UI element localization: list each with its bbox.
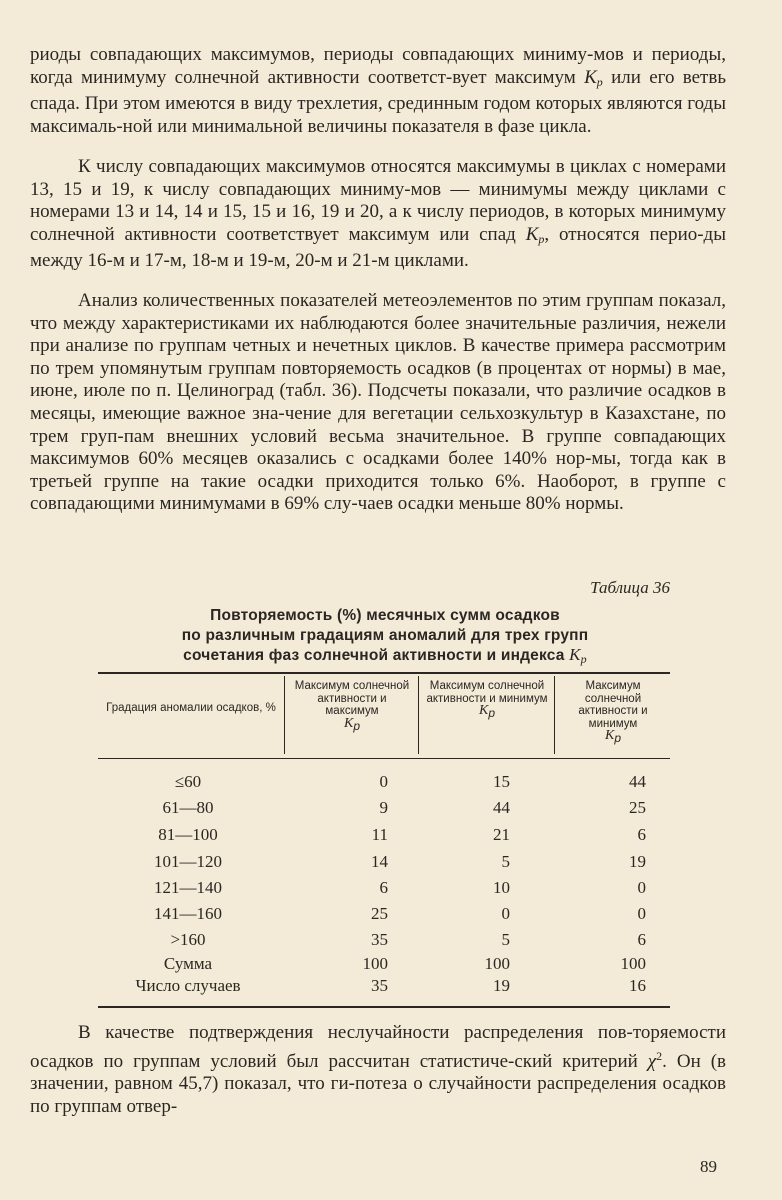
row-value: 0 (501, 904, 510, 923)
header-max-min-2-text: Максимум солнечной активности и минимум (578, 680, 648, 730)
kp-subscript: p (538, 231, 545, 246)
row-gradation: 61—80 (162, 798, 214, 817)
header-bottom-rule (98, 758, 670, 759)
table-row (98, 852, 670, 878)
table-row (98, 798, 670, 824)
header-divider (284, 676, 285, 754)
row-value: 16 (629, 976, 646, 995)
row-value: 6 (379, 878, 388, 897)
caption-line-3-text: сочетания фаз солнечной активности и индекса (183, 647, 570, 664)
row-value: 0 (379, 772, 388, 791)
row-value: 6 (637, 930, 646, 949)
table-row (98, 976, 670, 1002)
row-value: 11 (371, 825, 388, 844)
row-value: 19 (493, 976, 510, 995)
row-value: 0 (637, 878, 646, 897)
row-value: 5 (501, 930, 510, 949)
kp-symbol: K (525, 223, 539, 245)
paragraph-3: Анализ количественных показателей метеоэлементов по этим группам показал, что между характеристиками их наблюдаются более значительные различия, нежели при анализе по группам четных и нечетных циклов. В качестве примера рассмотрим по трем упомянутым группам повторяемость осадков (в процентах от нормы) в мае, июне, июле по п. Целиноград (табл. 36). Подсчеты показали, что различие осадков в месяцы, имеющие важное зна-чение для вегетации сельхозкультур в Казахстане, по трем груп-пам внешних условий весьма значительное. В группе совпадающих максимумов 60% месяцев оказались с осадками более 140% нор-мы, тогда как в третьей группе на такие осадки приходится только 6%. Наоборот, в группе с совпадающими минимумами в 69% слу-чаев осадки меньше 80% нормы. (30, 290, 726, 515)
row-value: 19 (629, 852, 646, 871)
paragraph-1 (30, 44, 726, 138)
row-value: 44 (629, 772, 646, 791)
row-value: 35 (371, 930, 388, 949)
header-max-min-kp (424, 705, 550, 720)
kp-symbol: K (604, 728, 615, 743)
row-value: 25 (371, 904, 388, 923)
paragraph-2-text-b: , относятся перио-ды между 16-м и 17-м, 18-м и 19-м, 20-м и 21-м циклами. (30, 223, 726, 272)
header-max-max-kp (290, 715, 414, 733)
row-gradation: Сумма (163, 954, 213, 973)
row-value: 35 (371, 976, 388, 995)
paragraph-4 (30, 1022, 726, 1118)
caption-line-3 (100, 645, 670, 670)
header-max-min (424, 680, 550, 720)
row-gradation: 101—120 (154, 852, 222, 871)
table-row (98, 904, 670, 930)
caption-line-1: Повторяемость (%) месячных сумм осадков (210, 607, 560, 624)
row-gradation: >160 (170, 930, 206, 949)
header-gradation: Градация аномалии осадков, % (106, 702, 276, 714)
chi-symbol: χ (647, 1050, 657, 1072)
row-value: 25 (629, 798, 646, 817)
table-bottom-rule (98, 1006, 670, 1008)
row-gradation: 81—100 (158, 825, 218, 844)
row-value: 100 (484, 954, 510, 973)
table-row (98, 825, 670, 851)
kp-symbol: K (569, 645, 581, 664)
page-number: 89 (700, 1157, 717, 1176)
kp-subscript: p (353, 718, 361, 733)
row-value: 6 (637, 825, 646, 844)
row-value: 10 (493, 878, 510, 897)
kp-subscript: p (614, 731, 622, 745)
row-gradation: ≤60 (174, 772, 202, 791)
paragraph-2 (30, 156, 726, 273)
header-max-max (290, 680, 414, 732)
header-max-min-2 (560, 680, 666, 745)
table-row (98, 878, 670, 904)
header-max-min-2-kp (560, 730, 666, 745)
kp-symbol: K (343, 715, 354, 731)
header-divider (554, 676, 555, 754)
row-gradation: 121—140 (154, 878, 222, 897)
row-value: 15 (493, 772, 510, 791)
paragraph-4-text-b: . Он (в значении, равном 45,7) показал, что ги-потеза о случайности распределения осадков по группам отвер- (30, 1050, 727, 1117)
header-divider (418, 676, 419, 754)
row-value: 44 (493, 798, 510, 817)
chi-superscript: 2 (656, 1048, 663, 1063)
kp-subscript: p (580, 652, 587, 666)
table-row (98, 930, 670, 956)
row-value: 9 (379, 798, 388, 817)
row-value: 14 (371, 852, 388, 871)
kp-subscript: p (596, 74, 603, 89)
table-row (98, 772, 670, 798)
row-value: 0 (637, 904, 646, 923)
row-gradation: Число случаев (135, 976, 241, 995)
paragraph-4-text-a: В качестве подтверждения неслучайности распределения пов-торяемости осадков по группам условий был рассчитан статистиче-ский критерий (30, 1022, 726, 1072)
paragraph-1-text-b: или его ветвь спада. При этом имеются в виду трехлетия, срединным годом которых являются годы максималь-ной или минимальной величины показателя в фазе цикла. (30, 66, 726, 137)
kp-subscript: p (488, 706, 496, 720)
caption-line-2: по различным градациям аномалий для трех групп (181, 626, 589, 644)
row-value: 100 (362, 954, 388, 973)
table-number-label: Таблица 36 (590, 578, 670, 597)
paragraph-2-text-a: К числу совпадающих максимумов относятся максимумы в циклах с номерами 13, 15 и 19, к числу совпадающих миниму-мов — минимумы между циклами с номерами 13 и 14, 14 и 15, 15 и 16, 19 и 20, а к числу периодов, в которых минимуму солнечной активности соответствует максимум или спад (30, 156, 726, 245)
table-top-rule (98, 672, 670, 674)
table-caption (100, 606, 670, 670)
header-max-max-text: Максимум солнечной активности и максимум (294, 680, 410, 717)
kp-symbol: K (584, 66, 597, 88)
row-value: 100 (620, 954, 646, 973)
header-max-min-text: Максимум солнечной активности и минимум (426, 680, 548, 705)
row-value: 21 (493, 825, 510, 844)
row-gradation: 141—160 (154, 904, 222, 923)
kp-symbol: K (478, 703, 489, 718)
row-value: 5 (501, 852, 510, 871)
paragraph-1-text-a: риоды совпадающих максимумов, периоды совпадающих миниму-мов и периоды, когда минимуму солнечной активности соответст-вует максимум (30, 44, 726, 88)
